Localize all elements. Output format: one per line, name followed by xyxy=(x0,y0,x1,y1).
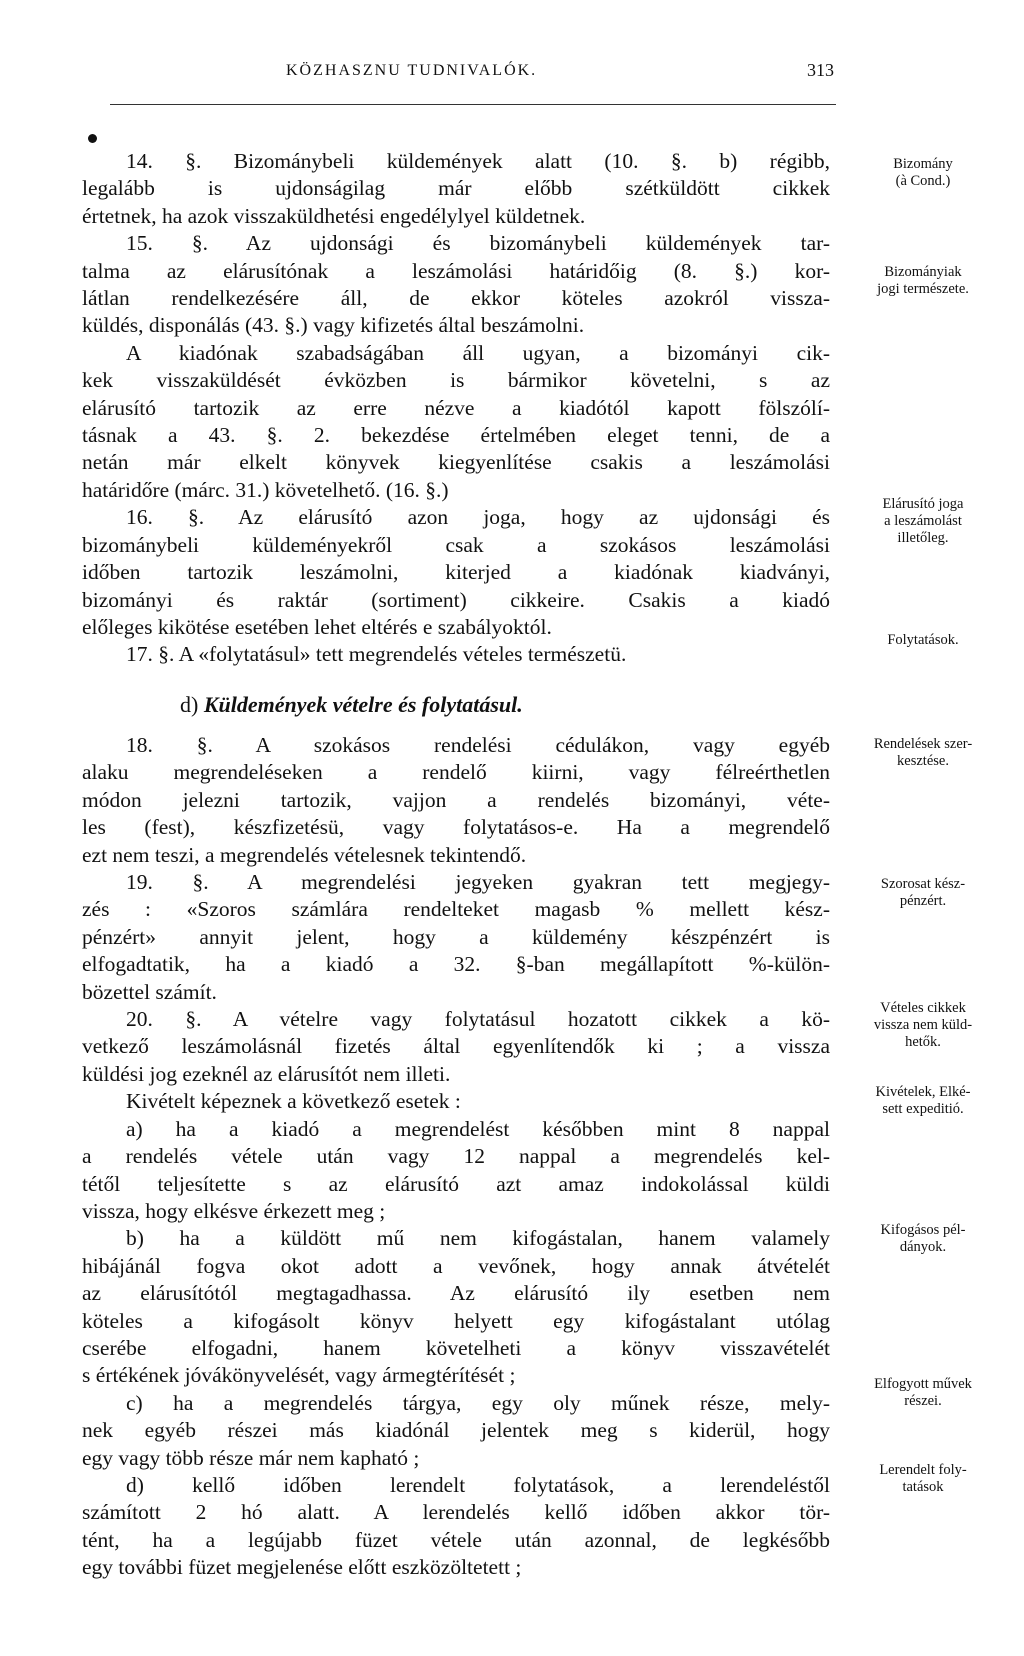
text-line: határidőre (márc. 31.) követelhető. (16. §.) xyxy=(82,477,449,502)
top-text-block xyxy=(82,148,830,669)
text-line: 20. §. A vételre vagy folytatásul hozatott cikkek a kö- xyxy=(126,1007,830,1032)
text-line: tétől teljesítette s az elárusító azt amaz indokolással küldi xyxy=(82,1171,830,1196)
text-line: egy vagy több része már nem kapható ; xyxy=(82,1445,420,1470)
margin-note: Kivételek, Elké- sett expeditió. xyxy=(875,1084,971,1117)
text-line: d) kellő időben lerendelt folytatások, a lerendeléstől xyxy=(126,1472,830,1497)
text-line: zés : «Szoros számlára rendelteket magasb % mellett kész- xyxy=(82,897,830,922)
text-line: 17. §. A «folytatásul» tett megrendelés vételes természetü. xyxy=(126,642,627,667)
section-label: d) xyxy=(180,692,199,717)
text-line: tént, ha a legújabb füzet vétele után azonnal, de legkésőbb xyxy=(82,1527,830,1552)
text-line: vetkező leszámolásnál fizetés által egyenlítendők ki ; a vissza xyxy=(82,1034,830,1059)
text-line: 19. §. A megrendelési jegyeken gyakran tett megjegy- xyxy=(126,870,830,895)
text-line: c) ha a megrendelés tárgya, egy oly műnek része, mely- xyxy=(126,1390,830,1415)
text-line: 18. §. A szokásos rendelési cédulákon, vagy egyéb xyxy=(126,733,830,757)
text-line: cserébe elfogadni, hanem követelheti a könyv visszavételét xyxy=(82,1335,830,1360)
running-title: KÖZHASZNU TUDNIVALÓK. xyxy=(286,62,538,79)
text-line: látlan rendelkezésére áll, de ekkor köteles azokról vissza- xyxy=(82,286,830,311)
text-line: Kivételt képeznek a következő esetek : xyxy=(126,1089,461,1114)
text-line: bizományi és raktár (sortiment) cikkeire. Csakis a kiadó xyxy=(82,587,830,612)
text-line: nek egyéb részei más kiadónál jelentek meg s kiderül, hogy xyxy=(82,1418,830,1443)
text-line: b) ha a küldött mű nem kifogástalan, hanem valamely xyxy=(126,1226,830,1251)
text-line: pénzért» annyit jelent, hogy a küldemény készpénzért is xyxy=(82,924,830,949)
margin-note: Szorosat kész- pénzért. xyxy=(880,876,966,909)
text-line: A kiadónak szabadságában áll ugyan, a bizományi cik- xyxy=(126,340,830,365)
text-line: időben tartozik leszámolni, kiterjed a kiadónak kiadványi, xyxy=(82,560,830,585)
page-header xyxy=(110,62,834,92)
text-line: s értékének jóvákönyvelését, vagy ármegtérítését ; xyxy=(82,1363,516,1388)
text-line: 15. §. Az ujdonsági és bizománybeli küldemények tar- xyxy=(126,231,830,256)
text-line: ezt nem teszi, a megrendelés vételesnek tekintendő. xyxy=(82,842,527,867)
text-line: vissza, hogy elkésve érkezett meg ; xyxy=(82,1198,386,1223)
text-line: előleges kikötése esetében lehet eltérés e szabályoktól. xyxy=(82,614,552,639)
section-title: Küldemények vételre és folytatásul. xyxy=(203,692,523,717)
text-line: a) ha a kiadó a megrendelést későbben mint 8 nappal xyxy=(126,1116,830,1141)
text-line: talma az elárusítónak a leszámolási határidőig (8. §.) kor- xyxy=(82,258,830,283)
section-heading xyxy=(180,692,523,718)
text-line: a rendelés vétele után vagy 12 nappal a megrendelés kel- xyxy=(82,1144,830,1169)
text-line: 14. §. Bizománybeli küldemények alatt (10. §. b) régibb, xyxy=(126,149,830,173)
margin-note: Bizomány (à Cond.) xyxy=(893,156,953,189)
margin-note: Bizományiak jogi természete. xyxy=(877,264,969,297)
text-line: elárusító tartozik az erre nézve a kiadótól kapott fölszólí- xyxy=(82,395,830,420)
text-line: hibájánál fogva okot adott a vevőnek, hogy annak átvételét xyxy=(82,1253,830,1278)
margin-note: Folytatások. xyxy=(887,632,959,648)
text-line: bizománybeli küldeményekről csak a szokásos leszámolási xyxy=(82,532,830,557)
text-line: alaku megrendeléseken a rendelő kiirni, vagy félreérthetlen xyxy=(82,760,830,785)
text-line: kek visszaküldését évközben is bármikor követelni, s az xyxy=(82,368,830,393)
margin-note: Kifogásos pél- dányok. xyxy=(880,1222,966,1255)
text-line: les (fest), készfizetésü, vagy folytatásos-e. Ha a megrendelő xyxy=(82,815,830,840)
text-line: elfogadtatik, ha a kiadó a 32. §-ban megállapított %-külön- xyxy=(82,952,830,977)
text-line: 16. §. Az elárusító azon joga, hogy az ujdonsági és xyxy=(126,505,830,530)
margin-note: Elárusító joga a leszámolást illetőleg. xyxy=(882,496,964,546)
margin-note: Rendelések szer- kesztése. xyxy=(873,736,973,769)
margin-note: Lerendelt foly- tatások xyxy=(879,1462,967,1495)
margin-note: Elfogyott művek részei. xyxy=(874,1376,972,1409)
text-line: az elárusítótól megtagadhassa. Az elárusító ily esetben nem xyxy=(82,1281,830,1306)
text-line: módon jelezni tartozik, vajjon a rendelés bizományi, véte- xyxy=(82,787,830,812)
bottom-text-block xyxy=(82,732,830,1582)
text-line: köteles a kifogásolt könyv helyett egy kifogástalant utólag xyxy=(82,1308,830,1333)
text-line: netán már elkelt könyvek kiegyenlítése csakis a leszámolási xyxy=(82,450,830,475)
text-line: tásnak a 43. §. 2. bekezdése értelmében eleget tenni, de a xyxy=(82,423,830,448)
text-line: értetnek, ha azok visszaküldhetési engedélylyel küldetnek. xyxy=(82,203,586,228)
text-line: küldési jog ezeknél az elárusítót nem illeti. xyxy=(82,1061,451,1086)
margin-note: Vételes cikkek vissza nem küld- hetők. xyxy=(873,1000,973,1050)
header-rule xyxy=(110,104,836,105)
bullet-mark xyxy=(88,134,97,143)
text-line: számított 2 hó alatt. A lerendelés kellő időben akkor tör- xyxy=(82,1500,830,1525)
page-number: 313 xyxy=(807,60,834,80)
text-line: küldés, disponálás (43. §.) vagy kifizetés által beszámolni. xyxy=(82,313,585,338)
text-line: legalább is ujdonságilag már előbb szétküldött cikkek xyxy=(82,176,830,201)
text-line: egy további füzet megjelenése előtt eszközöltetett ; xyxy=(82,1555,522,1580)
text-line: bözettel számít. xyxy=(82,979,217,1004)
